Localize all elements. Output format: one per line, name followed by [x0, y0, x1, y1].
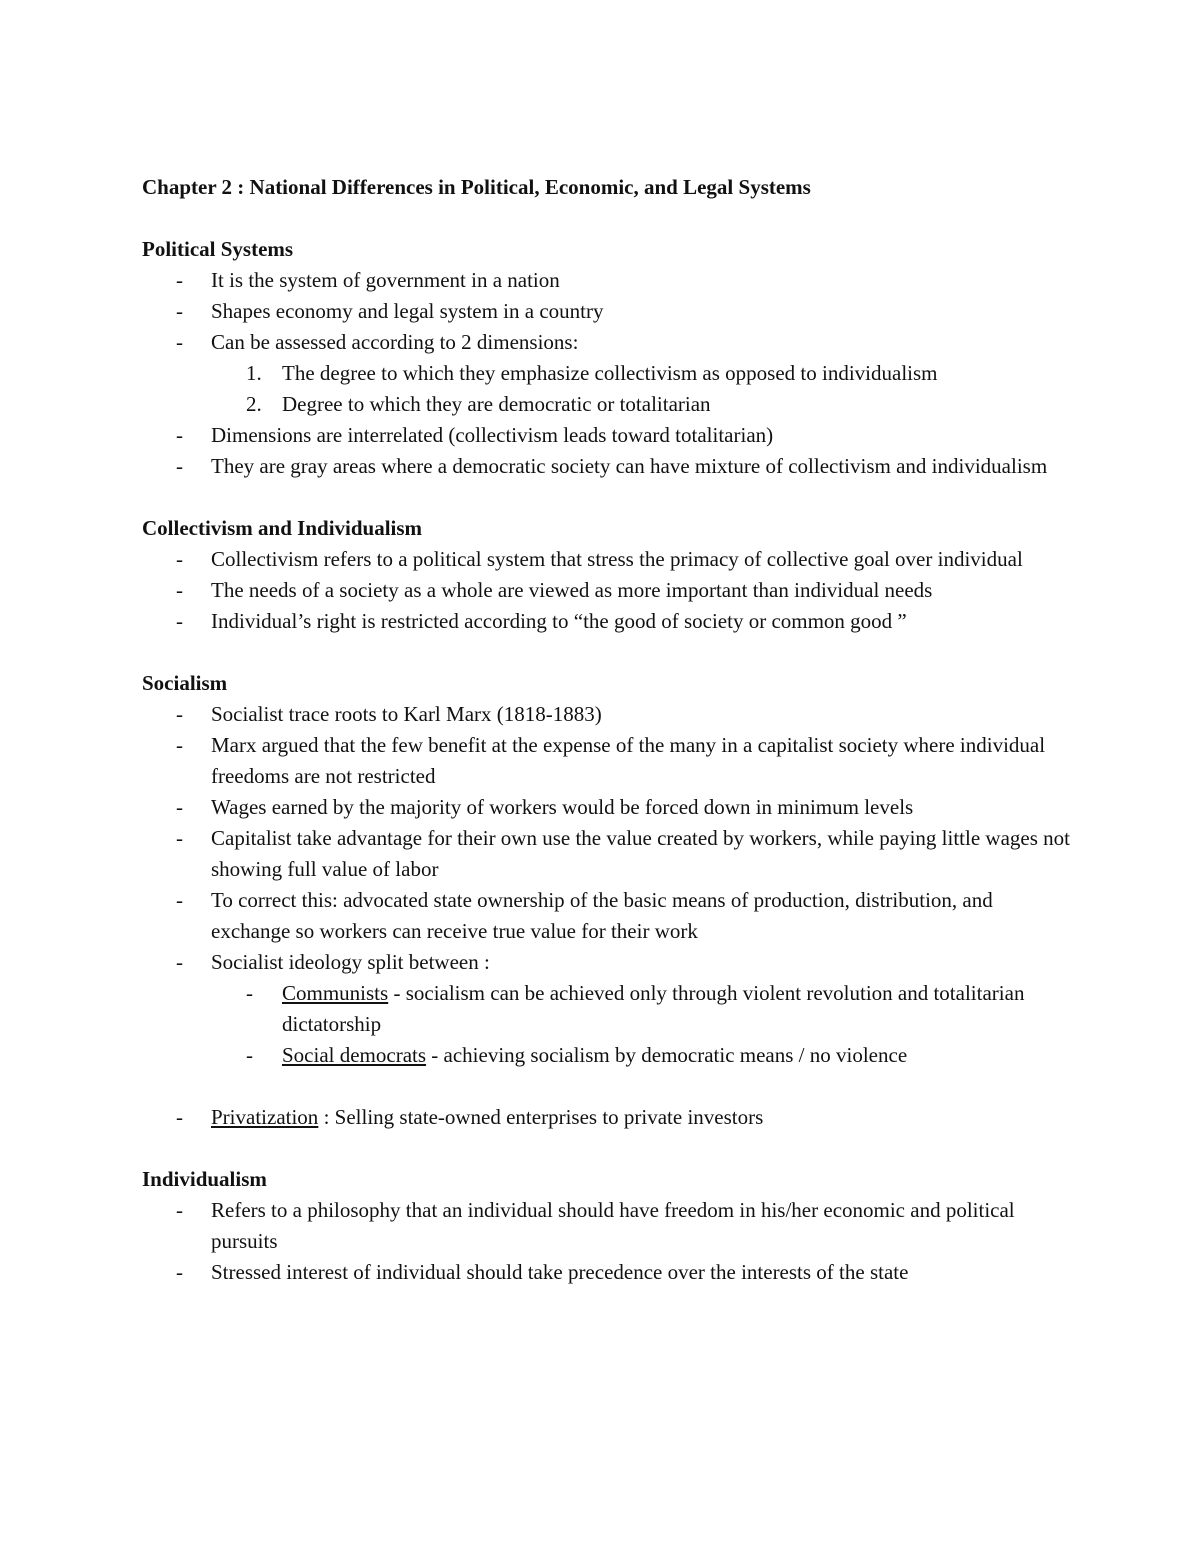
list-item	[142, 1102, 1072, 1133]
list-item-text: The needs of a society as a whole are viewed as more important than individual needs	[211, 578, 933, 602]
document-page	[142, 172, 1072, 1288]
dash-marker: -	[176, 268, 183, 292]
list-item-text: Individual’s right is restricted according to “the good of society or common good ”	[211, 609, 907, 633]
chapter-title: Chapter 2 : National Differences in Political, Economic, and Legal Systems	[142, 175, 811, 199]
dash-marker: -	[176, 330, 183, 354]
section-heading-socialism: Socialism	[142, 671, 228, 695]
list-item-text: They are gray areas where a democratic society can have mixture of collectivism and individualism	[211, 454, 1048, 478]
list-item	[142, 420, 1072, 451]
spacer	[142, 1071, 1072, 1102]
dash-marker: -	[176, 423, 183, 447]
spacer	[142, 203, 1072, 234]
list-item-text: Capitalist take advantage for their own use the value created by workers, while paying little wages not showing full value of labor	[211, 826, 1070, 881]
sub-list-item	[142, 978, 1072, 1040]
dash-marker: -	[176, 454, 183, 478]
list-item	[142, 699, 1072, 730]
list-item	[142, 947, 1072, 978]
section-heading-individualism: Individualism	[142, 1167, 267, 1191]
list-item-text: Refers to a philosophy that an individual should have freedom in his/her economic and political pursuits	[211, 1198, 1015, 1253]
sub-list-item	[142, 1040, 1072, 1071]
list-item-text: Can be assessed according to 2 dimensions:	[211, 330, 579, 354]
list-item-text: Stressed interest of individual should take precedence over the interests of the state	[211, 1260, 909, 1284]
term-privatization: Privatization	[211, 1105, 319, 1129]
list-item	[142, 451, 1072, 482]
section-heading-political-systems: Political Systems	[142, 237, 294, 261]
list-item	[142, 544, 1072, 575]
dash-marker: -	[176, 1105, 183, 1129]
list-item-text: Marx argued that the few benefit at the expense of the many in a capitalist society where individual freedoms are not restricted	[211, 733, 1046, 788]
list-item-text: Wages earned by the majority of workers would be forced down in minimum levels	[211, 795, 914, 819]
dash-marker: -	[176, 888, 183, 912]
dash-marker: -	[246, 981, 253, 1005]
dash-marker: -	[246, 1043, 253, 1067]
dash-marker: -	[176, 702, 183, 726]
number-marker: 2.	[246, 392, 262, 416]
list-item-text: Socialist trace roots to Karl Marx (1818-1883)	[211, 702, 602, 726]
dash-marker: -	[176, 1260, 183, 1284]
spacer	[142, 1133, 1072, 1164]
list-item	[142, 575, 1072, 606]
list-item	[142, 792, 1072, 823]
dash-marker: -	[176, 795, 183, 819]
list-item-text: : Selling state-owned enterprises to private investors	[318, 1105, 764, 1129]
number-marker: 1.	[246, 361, 262, 385]
dash-marker: -	[176, 950, 183, 974]
list-item	[142, 296, 1072, 327]
numbered-item	[142, 358, 1072, 389]
term-communists: Communists	[282, 981, 389, 1005]
list-item-text: To correct this: advocated state ownership of the basic means of production, distribution, and exchange so workers can receive true value for their work	[211, 888, 993, 943]
list-item-text: Socialist ideology split between :	[211, 950, 490, 974]
list-item	[142, 327, 1072, 358]
dash-marker: -	[176, 547, 183, 571]
list-item	[142, 885, 1072, 947]
list-item	[142, 1257, 1072, 1288]
numbered-item-text: The degree to which they emphasize collectivism as opposed to individualism	[282, 361, 938, 385]
list-item	[142, 1195, 1072, 1257]
dash-marker: -	[176, 578, 183, 602]
list-item	[142, 823, 1072, 885]
term-social-democrats: Social democrats	[282, 1043, 427, 1067]
list-item-text: Dimensions are interrelated (collectivism leads toward totalitarian)	[211, 423, 774, 447]
list-item-text: It is the system of government in a nation	[211, 268, 560, 292]
list-item	[142, 730, 1072, 792]
dash-marker: -	[176, 733, 183, 757]
numbered-item-text: Degree to which they are democratic or totalitarian	[282, 392, 711, 416]
dash-marker: -	[176, 609, 183, 633]
sub-list-item-text: - socialism can be achieved only through violent revolution and totalitarian dictatorship	[282, 981, 1025, 1036]
sub-list-item-text: - achieving socialism by democratic means / no violence	[426, 1043, 908, 1067]
list-item	[142, 606, 1072, 637]
dash-marker: -	[176, 826, 183, 850]
list-item-text: Shapes economy and legal system in a country	[211, 299, 604, 323]
list-item-text: Collectivism refers to a political system that stress the primacy of collective goal over individual	[211, 547, 1023, 571]
numbered-item	[142, 389, 1072, 420]
list-item	[142, 265, 1072, 296]
dash-marker: -	[176, 1198, 183, 1222]
spacer	[142, 637, 1072, 668]
spacer	[142, 482, 1072, 513]
dash-marker: -	[176, 299, 183, 323]
section-heading-collectivism: Collectivism and Individualism	[142, 516, 423, 540]
